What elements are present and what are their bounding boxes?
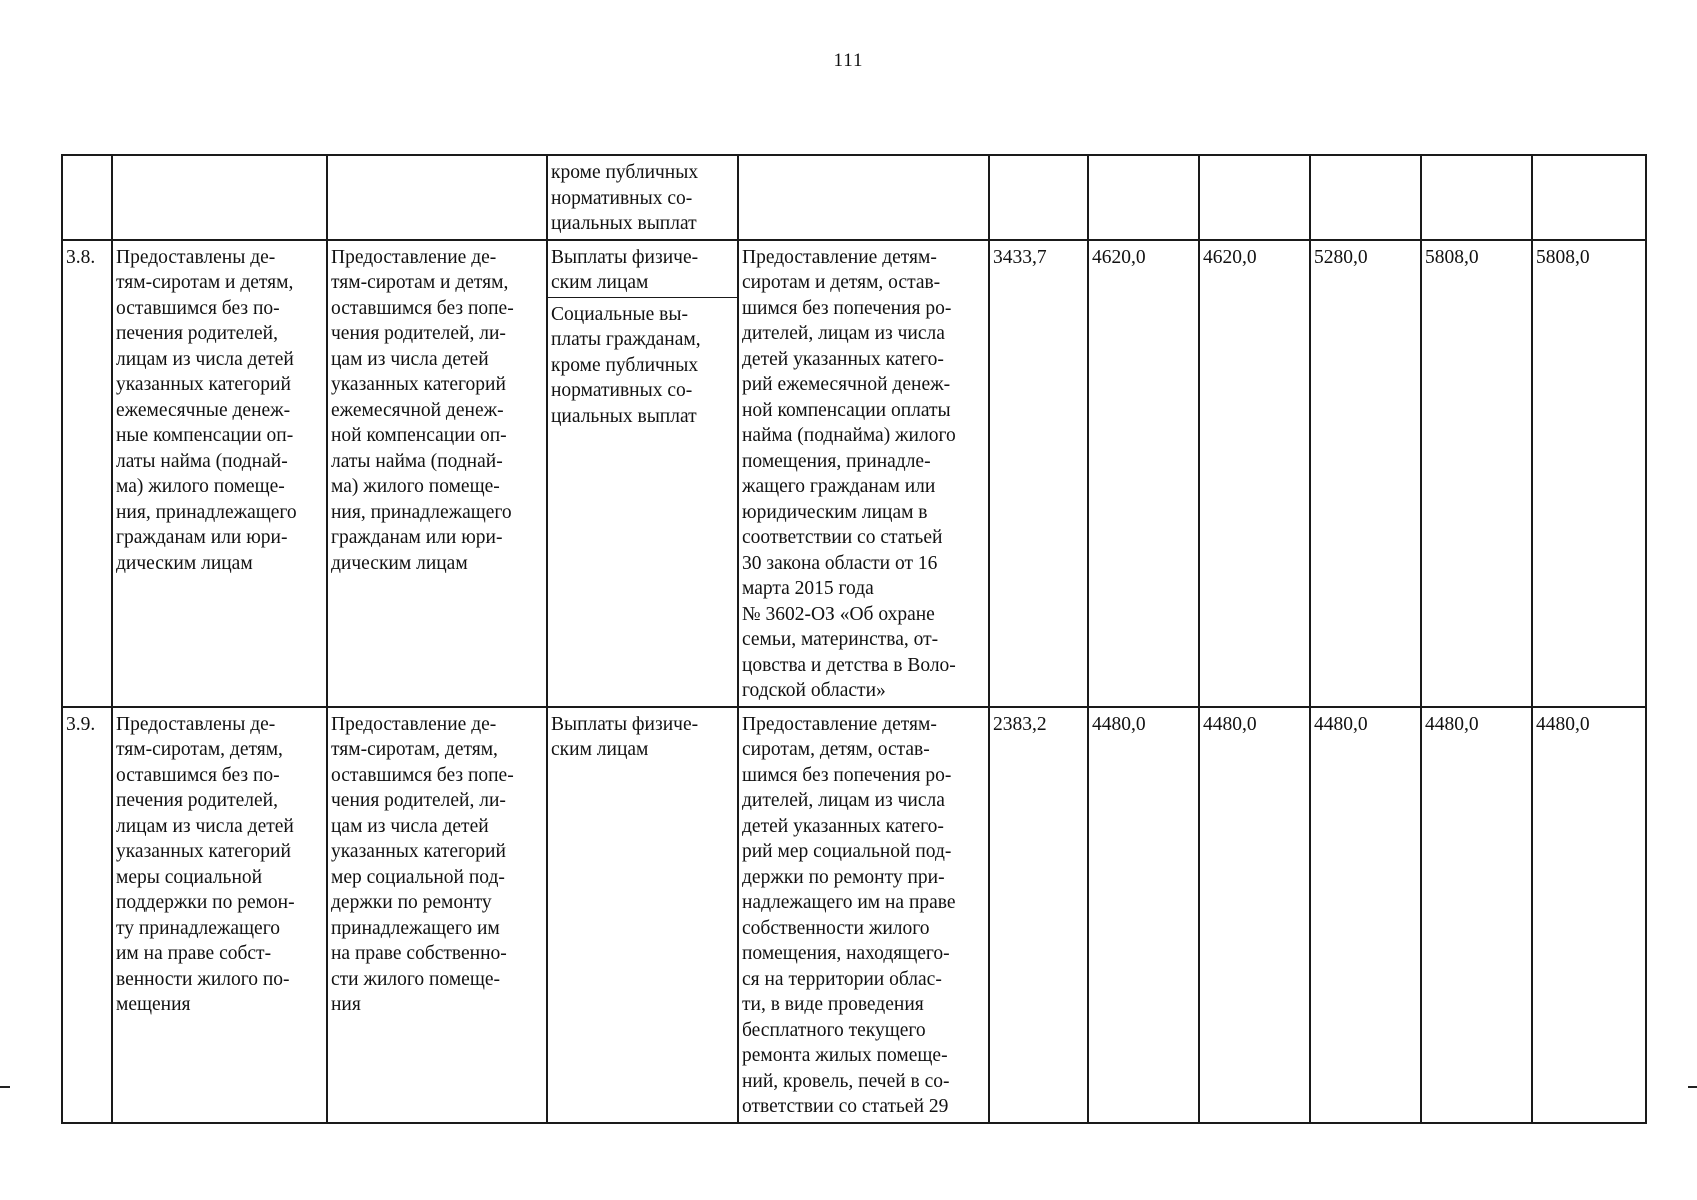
text-line: гражданам или юри- (331, 527, 503, 548)
text-line: принадлежащего им (331, 917, 500, 939)
payment-type-top (548, 245, 737, 298)
text-line: ским лицам (551, 272, 649, 293)
cell-value (989, 155, 1088, 240)
text-line: цам из числа детей (331, 348, 489, 370)
text-line: тям-сиротам и детям, (116, 272, 294, 293)
text-line: цам из числа детей (331, 815, 489, 837)
text-line: меры социальной (116, 866, 263, 888)
row-index: 3.8. (62, 240, 112, 707)
text-line: лицам из числа детей (116, 348, 294, 370)
text-line: соответствии со статьей (742, 527, 943, 548)
text-line: помещения, находящего- (742, 943, 950, 964)
cell-result (112, 707, 327, 1123)
scan-edge-mark (1688, 1086, 1697, 1088)
text-line: Предоставление детям- (742, 713, 937, 735)
cell-value: 4480,0 (1532, 707, 1646, 1123)
text-line: сиротам и детям, остав- (742, 272, 941, 293)
text-line: Предоставление де- (331, 713, 497, 735)
cell-basis (738, 240, 989, 707)
cell-value: 5808,0 (1532, 240, 1646, 707)
scan-edge-mark (0, 1086, 10, 1088)
text-line: циальных выплат (551, 405, 697, 427)
text-line: ния (331, 994, 361, 1015)
cell-value: 2383,2 (989, 707, 1088, 1123)
cell-payment-type (547, 707, 738, 1123)
text-line: марта 2015 года (742, 578, 874, 599)
cell-payment-type (547, 155, 738, 240)
text-line: держки по ремонту при- (742, 866, 945, 888)
text-line: указанных категорий (331, 841, 506, 862)
text-line: мер социальной под- (331, 866, 505, 888)
cell-value: 4480,0 (1421, 707, 1532, 1123)
text-line: кроме публичных (551, 162, 699, 183)
text-line: цовства и детства в Воло- (742, 654, 956, 676)
text-line: Выплаты физиче- (551, 713, 699, 735)
text-line: помещения, принадле- (742, 450, 931, 472)
cell-event (327, 155, 547, 240)
text-line: юридическим лицам в (742, 501, 928, 523)
text-line: венности жилого по- (116, 968, 290, 990)
text-line: годской области» (742, 680, 886, 701)
text-line: дителей, лицам из числа (742, 323, 945, 344)
text-line: 30 закона области от 16 (742, 552, 938, 574)
cell-value: 4480,0 (1310, 707, 1421, 1123)
text-line: Выплаты физиче- (551, 246, 699, 268)
text-line: держки по ремонту (331, 892, 492, 913)
text-line: Предоставление детям- (742, 246, 937, 268)
cell-value (1421, 155, 1532, 240)
text-line: оставшимся без попе- (331, 764, 514, 786)
cell-value: 5280,0 (1310, 240, 1421, 707)
text-line: ния, принадлежащего (331, 501, 512, 523)
text-line: им на праве собст- (116, 943, 272, 964)
text-line: тям-сиротам и детям, (331, 272, 509, 293)
text-line: печения родителей, (116, 323, 278, 344)
text-line: бесплатного текущего (742, 1019, 926, 1041)
text-line: Предоставление де- (331, 246, 497, 268)
text-line: поддержки по ремон- (116, 892, 295, 913)
table-row-continuation (62, 155, 1646, 240)
cell-value (1532, 155, 1646, 240)
text-line: печения родителей, (116, 790, 278, 811)
text-line: латы найма (поднай- (116, 450, 288, 472)
text-line: ния, принадлежащего (116, 501, 297, 523)
text-line: сти жилого помеще- (331, 968, 500, 990)
text-line: латы найма (поднай- (331, 450, 503, 472)
text-line: лицам из числа детей (116, 815, 294, 837)
text-line: собственности жилого (742, 917, 930, 939)
cell-value: 3433,7 (989, 240, 1088, 707)
text-line: шимся без попечения ро- (742, 764, 952, 786)
text-line: шимся без попечения ро- (742, 297, 952, 319)
cell-basis (738, 707, 989, 1123)
cell-value (1199, 155, 1310, 240)
cell-value (1310, 155, 1421, 240)
cell-payment-type (547, 240, 738, 707)
text-line: чения родителей, ли- (331, 790, 506, 811)
budget-measures-table (61, 154, 1647, 1124)
text-line: оставшимся без по- (116, 764, 280, 786)
cell-event (327, 240, 547, 707)
text-line: дическим лицам (116, 552, 253, 574)
text-line: ной компенсации оплаты (742, 399, 951, 421)
text-line: ремонта жилых помеще- (742, 1045, 948, 1066)
cell-result (112, 240, 327, 707)
text-line: № 3602-ОЗ «Об охране (742, 603, 935, 625)
text-line: ти, в виде проведения (742, 994, 924, 1015)
text-line: ту принадлежащего (116, 917, 280, 939)
text-line: чения родителей, ли- (331, 323, 506, 344)
text-line: нормативных со- (551, 187, 693, 209)
text-line: ским лицам (551, 739, 649, 760)
cell-result (112, 155, 327, 240)
text-line: детей указанных катего- (742, 815, 944, 837)
text-line: ма) жилого помеще- (331, 476, 500, 497)
cell-value: 4620,0 (1199, 240, 1310, 707)
table-row-3-8 (62, 240, 1646, 707)
text-line: Социальные вы- (551, 303, 688, 325)
text-line: рий мер социальной под- (742, 841, 952, 862)
text-line: ний, кровель, печей в со- (742, 1070, 950, 1092)
text-line: ные компенсации оп- (116, 425, 294, 446)
text-line: ежемесячные денеж- (116, 399, 291, 421)
text-line: надлежащего им на праве (742, 892, 956, 913)
text-line: семьи, материнства, от- (742, 629, 939, 650)
text-line: кроме публичных (551, 354, 699, 376)
text-line: указанных категорий (116, 841, 291, 862)
text-line: дителей, лицам из числа (742, 790, 945, 811)
text-line: на праве собственно- (331, 943, 507, 964)
text-line: нормативных со- (551, 380, 693, 401)
cell-basis (738, 155, 989, 240)
text-line: Предоставлены де- (116, 246, 276, 268)
text-line: ной компенсации оп- (331, 425, 507, 446)
cell-value: 4480,0 (1199, 707, 1310, 1123)
text-line: тям-сиротам, детям, (116, 739, 283, 760)
cell-value: 5808,0 (1421, 240, 1532, 707)
cell-value: 4620,0 (1088, 240, 1199, 707)
text-line: детей указанных катего- (742, 348, 944, 370)
cell-event (327, 707, 547, 1123)
text-line: жащего гражданам или (742, 476, 936, 497)
page-number: 111 (833, 50, 864, 71)
text-line: платы гражданам, (551, 329, 701, 350)
text-line: ответствии со статьей 29 (742, 1096, 949, 1117)
text-line: мещения (116, 994, 191, 1015)
text-line: ся на территории облас- (742, 968, 942, 990)
text-line: ежемесячной денеж- (331, 399, 504, 421)
text-line: рий ежемесячной денеж- (742, 374, 951, 395)
table-row-3-9 (62, 707, 1646, 1123)
row-index: 3.9. (62, 707, 112, 1123)
text-line: дическим лицам (331, 552, 468, 574)
text-line: Предоставлены де- (116, 713, 276, 735)
text-line: найма (поднайма) жилого (742, 425, 956, 446)
cell-value (1088, 155, 1199, 240)
cell-idx (62, 155, 112, 240)
text-line: оставшимся без по- (116, 297, 280, 319)
text-line: циальных выплат (551, 213, 697, 234)
text-line: ма) жилого помеще- (116, 476, 285, 497)
text-line: сиротам, детям, остав- (742, 739, 930, 760)
text-line: указанных категорий (116, 374, 291, 395)
text-line: оставшимся без попе- (331, 297, 514, 319)
text-line: гражданам или юри- (116, 527, 288, 548)
text-line: указанных категорий (331, 374, 506, 395)
text-line: тям-сиротам, детям, (331, 739, 498, 760)
cell-value: 4480,0 (1088, 707, 1199, 1123)
